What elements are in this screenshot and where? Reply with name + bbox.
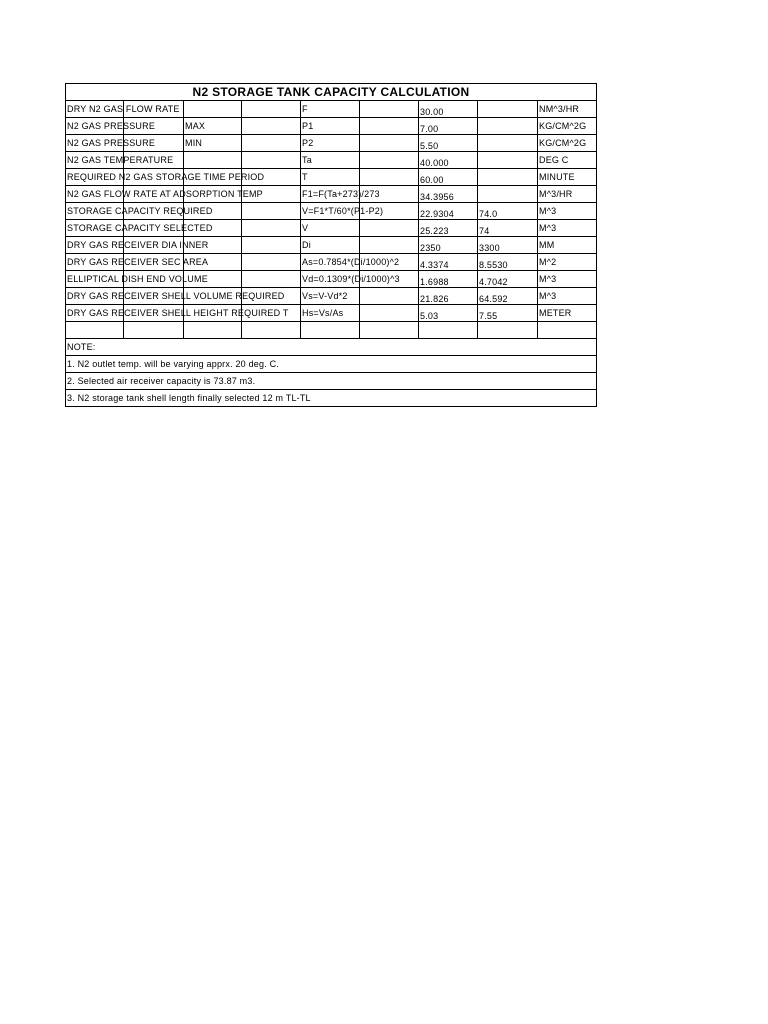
empty-cell	[360, 288, 419, 305]
empty-cell	[124, 322, 184, 339]
description-text: DRY N2 GAS FLOW RATE	[67, 104, 180, 114]
sub-label-cell: MAX	[184, 118, 242, 135]
value-alt-cell	[478, 169, 538, 186]
description-cell	[66, 101, 180, 118]
table-row	[66, 118, 597, 135]
description-text: DRY GAS RECEIVER SHELL VOLUME REQUIRED	[67, 291, 285, 301]
empty-cell	[360, 118, 419, 135]
table-row	[66, 288, 597, 305]
empty-cell	[360, 169, 419, 186]
empty-cell	[242, 135, 301, 152]
empty-cell	[242, 322, 301, 339]
unit-cell: M^3	[538, 288, 597, 305]
formula-cell: T	[301, 169, 360, 186]
empty-cell	[242, 271, 301, 288]
empty-cell	[242, 254, 301, 271]
empty-cell	[66, 322, 124, 339]
table-row	[66, 152, 597, 169]
value-alt-cell: 4.7042	[478, 271, 538, 288]
calculation-table	[65, 83, 597, 407]
formula-cell: V=F1*T/60*(P1-P2)	[301, 203, 360, 220]
formula-cell: V	[301, 220, 360, 237]
description-text: STORAGE CAPACITY REQUIRED	[67, 206, 213, 216]
note-item: 3. N2 storage tank shell length finally selected 12 m TL-TL	[66, 390, 597, 407]
value-cell: 1.6988	[419, 271, 478, 288]
formula-cell: Hs=Vs/As	[301, 305, 360, 322]
table-row	[66, 220, 597, 237]
value-cell: 40.000	[419, 152, 478, 169]
empty-cell	[538, 322, 597, 339]
formula-cell: Di	[301, 237, 360, 254]
value-cell: 60.00	[419, 169, 478, 186]
unit-cell: DEG C	[538, 152, 597, 169]
empty-cell	[360, 237, 419, 254]
description-text: STORAGE CAPACITY SELECTED	[67, 223, 213, 233]
unit-cell: M^2	[538, 254, 597, 271]
value-alt-cell	[478, 101, 538, 118]
empty-cell	[242, 101, 301, 118]
description-cell	[66, 135, 156, 152]
table-row	[66, 135, 597, 152]
description-cell	[66, 203, 213, 220]
empty-cell	[242, 152, 301, 169]
table-row	[66, 203, 597, 220]
value-cell: 22.9304	[419, 203, 478, 220]
unit-cell: M^3	[538, 271, 597, 288]
sub-label-cell	[184, 152, 242, 169]
description-cell	[66, 169, 265, 186]
description-cell	[66, 220, 213, 237]
sub-label-cell	[184, 101, 242, 118]
unit-cell: M^3	[538, 203, 597, 220]
note-row	[66, 356, 597, 373]
calculation-sheet	[65, 83, 596, 407]
description-cell	[66, 271, 208, 288]
value-alt-cell: 3300	[478, 237, 538, 254]
value-cell: 21.826	[419, 288, 478, 305]
description-text: DRY GAS RECEIVER DIA INNER	[67, 240, 209, 250]
notes-header-row	[66, 339, 597, 356]
description-cell	[66, 118, 156, 135]
value-alt-cell: 64.592	[478, 288, 538, 305]
description-text: DRY GAS RECEIVER SEC AREA	[67, 257, 209, 267]
description-cell	[66, 254, 209, 271]
empty-cell	[360, 101, 419, 118]
value-cell: 5.50	[419, 135, 478, 152]
empty-cell	[360, 305, 419, 322]
formula-cell: Ta	[301, 152, 360, 169]
description-cell	[66, 237, 209, 254]
value-cell: 4.3374	[419, 254, 478, 271]
table-row	[66, 186, 597, 203]
empty-cell	[360, 152, 419, 169]
value-cell: 7.00	[419, 118, 478, 135]
table-row	[66, 305, 597, 322]
value-cell: 2350	[419, 237, 478, 254]
description-cell	[66, 186, 263, 203]
value-alt-cell	[478, 152, 538, 169]
table-row	[66, 169, 597, 186]
description-text: REQUIRED N2 GAS STORAGE TIME PERIOD	[67, 172, 265, 182]
unit-cell: MINUTE	[538, 169, 597, 186]
unit-cell: KG/CM^2G	[538, 135, 597, 152]
description-text: DRY GAS RECEIVER SHELL HEIGHT REQUIRED T	[67, 308, 289, 318]
description-text: N2 GAS PRESSURE	[67, 121, 156, 131]
description-text: N2 GAS PRESSURE	[67, 138, 156, 148]
unit-cell: M^3/HR	[538, 186, 597, 203]
note-row	[66, 390, 597, 407]
empty-cell	[419, 322, 478, 339]
formula-cell: Vd=0.1309*(Di/1000)^3	[301, 271, 360, 288]
value-alt-cell	[478, 186, 538, 203]
value-alt-cell: 74.0	[478, 203, 538, 220]
formula-cell: F	[301, 101, 360, 118]
description-text: N2 GAS TEMPERATURE	[67, 155, 174, 165]
empty-cell	[478, 322, 538, 339]
table-row	[66, 254, 597, 271]
empty-cell	[242, 237, 301, 254]
empty-cell	[242, 203, 301, 220]
unit-cell: KG/CM^2G	[538, 118, 597, 135]
sheet-title: N2 STORAGE TANK CAPACITY CALCULATION	[66, 84, 597, 101]
notes-header: NOTE:	[66, 339, 597, 356]
empty-cell	[184, 322, 242, 339]
title-row	[66, 84, 597, 101]
description-cell	[66, 305, 289, 322]
description-cell	[66, 152, 174, 169]
formula-cell: P1	[301, 118, 360, 135]
formula-cell: Vs=V-Vd*2	[301, 288, 360, 305]
description-text: N2 GAS FLOW RATE AT ADSORPTION TEMP	[67, 189, 263, 199]
formula-cell: As=0.7854*(Di/1000)^2	[301, 254, 360, 271]
value-alt-cell: 7.55	[478, 305, 538, 322]
formula-cell: F1=F(Ta+273)/273	[301, 186, 360, 203]
unit-cell: METER	[538, 305, 597, 322]
empty-cell	[242, 118, 301, 135]
value-alt-cell	[478, 118, 538, 135]
value-alt-cell: 74	[478, 220, 538, 237]
value-alt-cell	[478, 135, 538, 152]
empty-cell	[242, 220, 301, 237]
empty-cell	[360, 135, 419, 152]
empty-cell	[360, 322, 419, 339]
description-text: ELLIPTICAL DISH END VOLUME	[67, 274, 208, 284]
empty-cell	[360, 220, 419, 237]
table-row	[66, 237, 597, 254]
note-item: 1. N2 outlet temp. will be varying apprx. 20 deg. C.	[66, 356, 597, 373]
description-cell	[66, 288, 285, 305]
value-cell: 5.03	[419, 305, 478, 322]
note-row	[66, 373, 597, 390]
sub-label-cell: MIN	[184, 135, 242, 152]
value-alt-cell: 8.5530	[478, 254, 538, 271]
table-row	[66, 101, 597, 118]
unit-cell: NM^3/HR	[538, 101, 597, 118]
unit-cell: MM	[538, 237, 597, 254]
empty-cell	[301, 322, 360, 339]
table-row	[66, 271, 597, 288]
note-item: 2. Selected air receiver capacity is 73.87 m3.	[66, 373, 597, 390]
spacer-row	[66, 322, 597, 339]
value-cell: 34.3956	[419, 186, 478, 203]
formula-cell: P2	[301, 135, 360, 152]
unit-cell: M^3	[538, 220, 597, 237]
value-cell: 30.00	[419, 101, 478, 118]
value-cell: 25.223	[419, 220, 478, 237]
